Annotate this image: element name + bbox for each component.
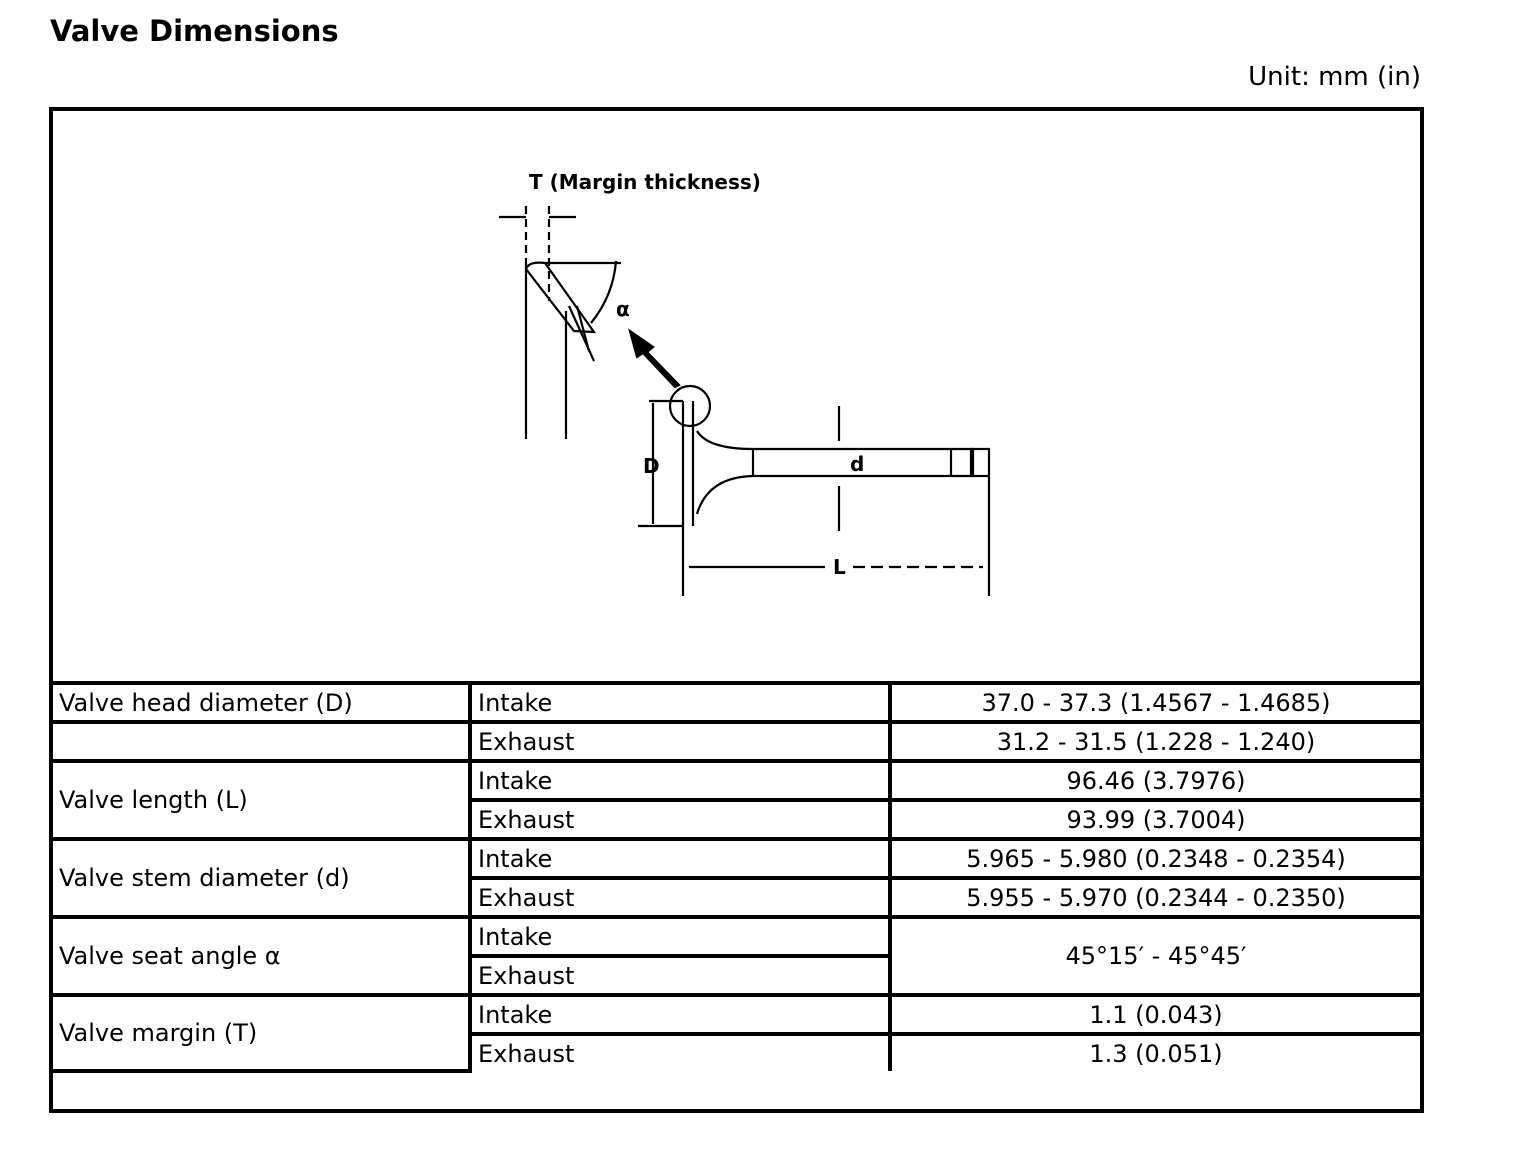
value-cell: 96.46 (3.7976) bbox=[890, 761, 1420, 800]
table-row bbox=[53, 839, 1420, 878]
param-cell bbox=[53, 722, 470, 761]
type-cell: Exhaust bbox=[470, 1034, 890, 1071]
valve-body bbox=[638, 401, 989, 596]
param-cell: Valve seat angle α bbox=[53, 917, 470, 995]
page-title: Valve Dimensions bbox=[50, 14, 339, 48]
value-cell: 93.99 (3.7004) bbox=[890, 800, 1420, 839]
value-cell: 5.965 - 5.980 (0.2348 - 0.2354) bbox=[890, 839, 1420, 878]
type-cell: Intake bbox=[470, 839, 890, 878]
valve-spec-frame bbox=[49, 107, 1424, 1113]
type-cell: Intake bbox=[470, 683, 890, 722]
value-cell: 37.0 - 37.3 (1.4567 - 1.4685) bbox=[890, 683, 1420, 722]
table-row bbox=[53, 722, 1420, 761]
value-cell: 1.1 (0.043) bbox=[890, 995, 1420, 1034]
detail-pointer-arrow bbox=[630, 331, 679, 387]
type-cell: Exhaust bbox=[470, 878, 890, 917]
type-cell: Exhaust bbox=[470, 956, 890, 995]
valve-diagram bbox=[53, 111, 1420, 681]
value-cell: 45°15′ - 45°45′ bbox=[890, 917, 1420, 995]
value-cell: 31.2 - 31.5 (1.228 - 1.240) bbox=[890, 722, 1420, 761]
type-cell: Exhaust bbox=[470, 722, 890, 761]
margin-detail-view bbox=[499, 206, 621, 439]
type-cell: Intake bbox=[470, 917, 890, 956]
table-row bbox=[53, 995, 1420, 1034]
param-cell: Valve margin (T) bbox=[53, 995, 470, 1071]
param-cell: Valve length (L) bbox=[53, 761, 470, 839]
type-cell: Exhaust bbox=[470, 800, 890, 839]
label-seat-angle: α bbox=[616, 297, 630, 321]
valve-spec-table bbox=[53, 681, 1420, 1073]
table-row bbox=[53, 683, 1420, 722]
valve-drawing bbox=[53, 111, 1420, 681]
label-margin-thickness: T (Margin thickness) bbox=[529, 170, 761, 194]
label-head-diameter: D bbox=[643, 454, 660, 478]
table-row bbox=[53, 917, 1420, 956]
type-cell: Intake bbox=[470, 995, 890, 1034]
unit-note: Unit: mm (in) bbox=[1248, 62, 1421, 92]
table-row bbox=[53, 761, 1420, 800]
label-stem-diameter: d bbox=[850, 452, 865, 476]
type-cell: Intake bbox=[470, 761, 890, 800]
value-cell: 5.955 - 5.970 (0.2344 - 0.2350) bbox=[890, 878, 1420, 917]
param-cell: Valve head diameter (D) bbox=[53, 683, 470, 722]
param-cell: Valve stem diameter (d) bbox=[53, 839, 470, 917]
label-valve-length: L bbox=[833, 555, 846, 579]
value-cell: 1.3 (0.051) bbox=[890, 1034, 1420, 1071]
